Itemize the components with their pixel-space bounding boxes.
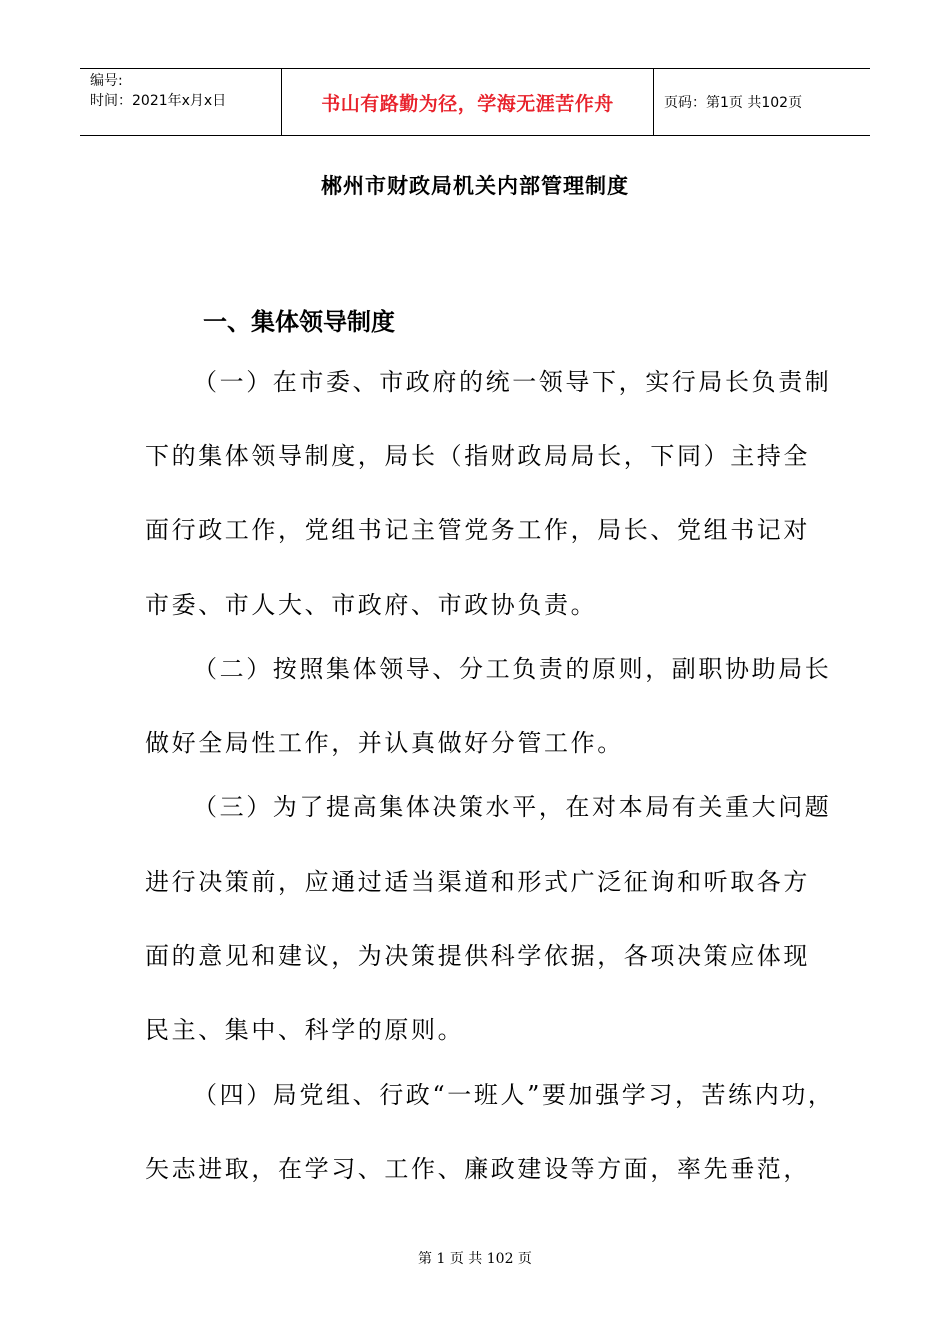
- paragraph-line: （一）在市委、市政府的统一领导下，实行局长负责制: [193, 368, 832, 396]
- number-label: 编号:: [90, 73, 123, 89]
- document-title: 郴州市财政局机关内部管理制度: [321, 173, 629, 198]
- time-label: 时间：2021年x月x日: [90, 93, 227, 109]
- section-heading: 一、集体领导制度: [203, 308, 395, 336]
- paragraph-line: （三）为了提高集体决策水平，在对本局有关重大问题: [193, 793, 832, 821]
- page-footer: 第 1 页 共 102 页: [418, 1251, 532, 1267]
- motto-text: 书山有路勤为径，学海无涯苦作舟: [321, 92, 614, 115]
- paragraph-line: 面行政工作，党组书记主管党务工作，局长、党组书记对: [145, 516, 810, 544]
- header-meta: [80, 69, 281, 135]
- paragraph-line: 民主、集中、科学的原则。: [145, 1016, 465, 1044]
- paragraph-line: 进行决策前，应通过适当渠道和形式广泛征询和听取各方: [145, 868, 810, 896]
- paragraph-line: 矢志进取，在学习、工作、廉政建设等方面，率先垂范，: [145, 1155, 810, 1183]
- paragraph-line: （四）局党组、行政“一班人”要加强学习，苦练内功，: [193, 1081, 835, 1109]
- paragraph-line: 下的集体领导制度，局长（指财政局局长，下同）主持全: [145, 442, 810, 470]
- header-page-info: 页码：第1页 共102页: [664, 95, 803, 111]
- paragraph-line: 做好全局性工作，并认真做好分管工作。: [145, 729, 624, 757]
- paragraph-line: （二）按照集体领导、分工负责的原则，副职协助局长: [193, 655, 832, 683]
- header-page-cell: [654, 69, 870, 135]
- document-header: [80, 68, 870, 136]
- paragraph-line: 市委、市人大、市政府、市政协负责。: [145, 591, 598, 619]
- header-motto-cell: [281, 69, 654, 135]
- paragraph-line: 面的意见和建议，为决策提供科学依据，各项决策应体现: [145, 942, 810, 970]
